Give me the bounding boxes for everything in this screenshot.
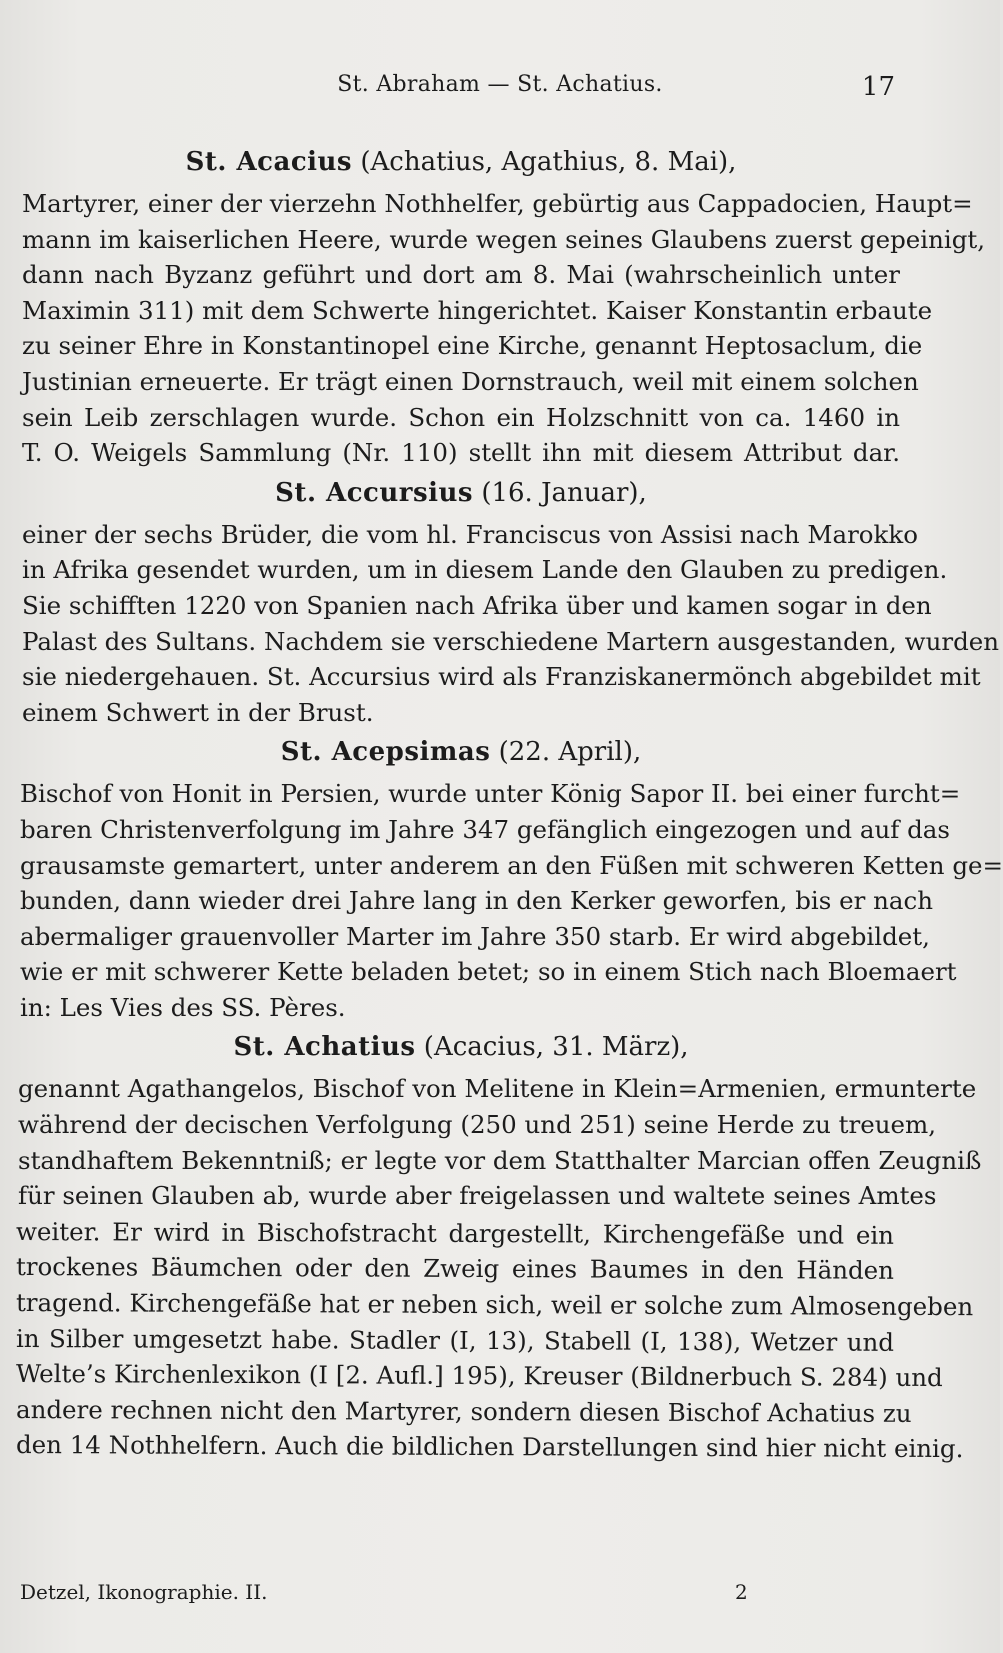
text-line: T. O. Weigels Sammlung (Nr. 110) stellt ihn mit diesem Attribut dar. [22,438,900,468]
text-line: einem Schwert in der Brust. [22,697,374,727]
text-line: den 14 Nothhelfern. Auch die bildlichen Darstellungen sind hier nicht einig. [15,1430,964,1464]
text-line: tragend. Kirchengefäße hat er neben sich, weil er solche zum Almosengeben [15,1288,974,1322]
text-line: Palast des Sultans. Nachdem sie verschiedene Martern ausgestanden, wurden [22,626,1000,656]
text-line: Bischof von Honit in Persien, wurde unter König Sapor II. bei einer furcht= [20,779,961,809]
text-line: genannt Agathangelos, Bischof von Melitene in Klein=Armenien, ermunterte [18,1074,977,1104]
text-line: abermaliger grauenvoller Marter im Jahre 350 starb. Er wird abgebildet, [20,921,930,951]
text-line: sein Leib zerschlagen wurde. Schon ein Holzschnitt von ca. 1460 in [22,402,900,432]
text-line: Sie schifften 1220 von Spanien nach Afrika über und kamen sogar in den [22,590,932,620]
page-body [15,140,1003,1464]
text-line: wie er mit schwerer Kette beladen betet; so in einem Stich nach Bloemaert [20,957,957,987]
text-line: sie niedergehauen. St. Accursius wird als Franziskanermönch abgebildet mit [22,662,981,692]
entry-accursius [22,471,1000,731]
heading-details: (Acacius, 31. März), [423,1032,689,1063]
entry-acepsimas [20,730,1003,1025]
saint-name: St. Accursius [275,477,474,508]
running-head: St. Abraham — St. Achatius. [337,72,663,97]
page-number: 17 [861,72,895,102]
saint-name: St. Acacius [185,147,353,177]
text-line: dann nach Byzanz geführt und dort am 8. Mai (wahrscheinlich unter [22,260,900,290]
text-line: grausamste gemartert, unter anderem an den Füßen mit schweren Ketten ge= [20,850,1003,880]
footer-book-title: Detzel, Ikonographie. II. [20,1580,268,1604]
text-line: Justinian erneuerte. Er trägt einen Dornstrauch, weil mit einem solchen [22,366,919,396]
heading-details: (22. April), [498,737,642,768]
text-line: Welte’s Kirchenlexikon (I [2. Aufl.] 195), Kreuser (Bildnerbuch S. 284) und [15,1359,943,1393]
text-line: in: Les Vies des SS. Pères. [20,992,346,1022]
text-line: standhaftem Bekenntniß; er legte vor dem Statthalter Marcian offen Zeugniß [18,1145,982,1175]
text-line: Maximin 311) mit dem Schwerte hingerichtet. Kaiser Konstantin erbaute [22,295,933,325]
entry-heading [22,471,900,515]
text-line: trockenes Bäumchen oder den Zweig eines Baumes in den Händen [15,1252,895,1286]
entry-heading [22,140,900,184]
saint-name: St. Achatius [233,1032,416,1063]
text-line: weiter. Er wird in Bischofstracht dargestellt, Kirchengefäße und ein [15,1216,895,1250]
entry-heading [22,1025,900,1069]
heading-details: (16. Januar), [481,477,647,508]
text-line: baren Christenverfolgung im Jahre 347 gefänglich eingezogen und auf das [20,814,950,844]
page-footer [20,1580,920,1610]
text-line: mann im kaiserlichen Heere, wurde wegen seines Glaubens zuerst gepeinigt, [22,224,986,254]
heading-details: (Achatius, Agathius, 8. Mai), [360,147,737,177]
entry-achatius [15,1025,982,1464]
text-line: für seinen Glauben ab, wurde aber freigelassen und waltete seines Amtes [18,1181,937,1211]
text-line: während der decischen Verfolgung (250 und 251) seine Herde zu treuem, [18,1110,936,1140]
text-line: in Afrika gesendet wurden, um in diesem Lande den Glauben zu predigen. [22,555,948,585]
page-header [0,72,1000,106]
text-line: zu seiner Ehre in Konstantinopel eine Kirche, genannt Heptosaclum, die [22,331,923,361]
saint-name: St. Acepsimas [280,737,491,768]
text-line: Martyrer, einer der vierzehn Nothhelfer, gebürtig aus Cappadocien, Haupt= [22,189,973,218]
entry-acacius [22,140,986,471]
printer-signature: 2 [735,1580,748,1604]
text-line: in Silber umgesetzt habe. Stadler (I, 13), Stabell (I, 138), Wetzer und [15,1323,895,1357]
text-line: andere rechnen nicht den Martyrer, sondern diesen Bischof Achatius zu [15,1394,912,1428]
entry-heading [22,730,900,774]
text-line: einer der sechs Brüder, die vom hl. Franciscus von Assisi nach Marokko [22,519,918,549]
text-line: bunden, dann wieder drei Jahre lang in den Kerker geworfen, bis er nach [20,886,933,916]
